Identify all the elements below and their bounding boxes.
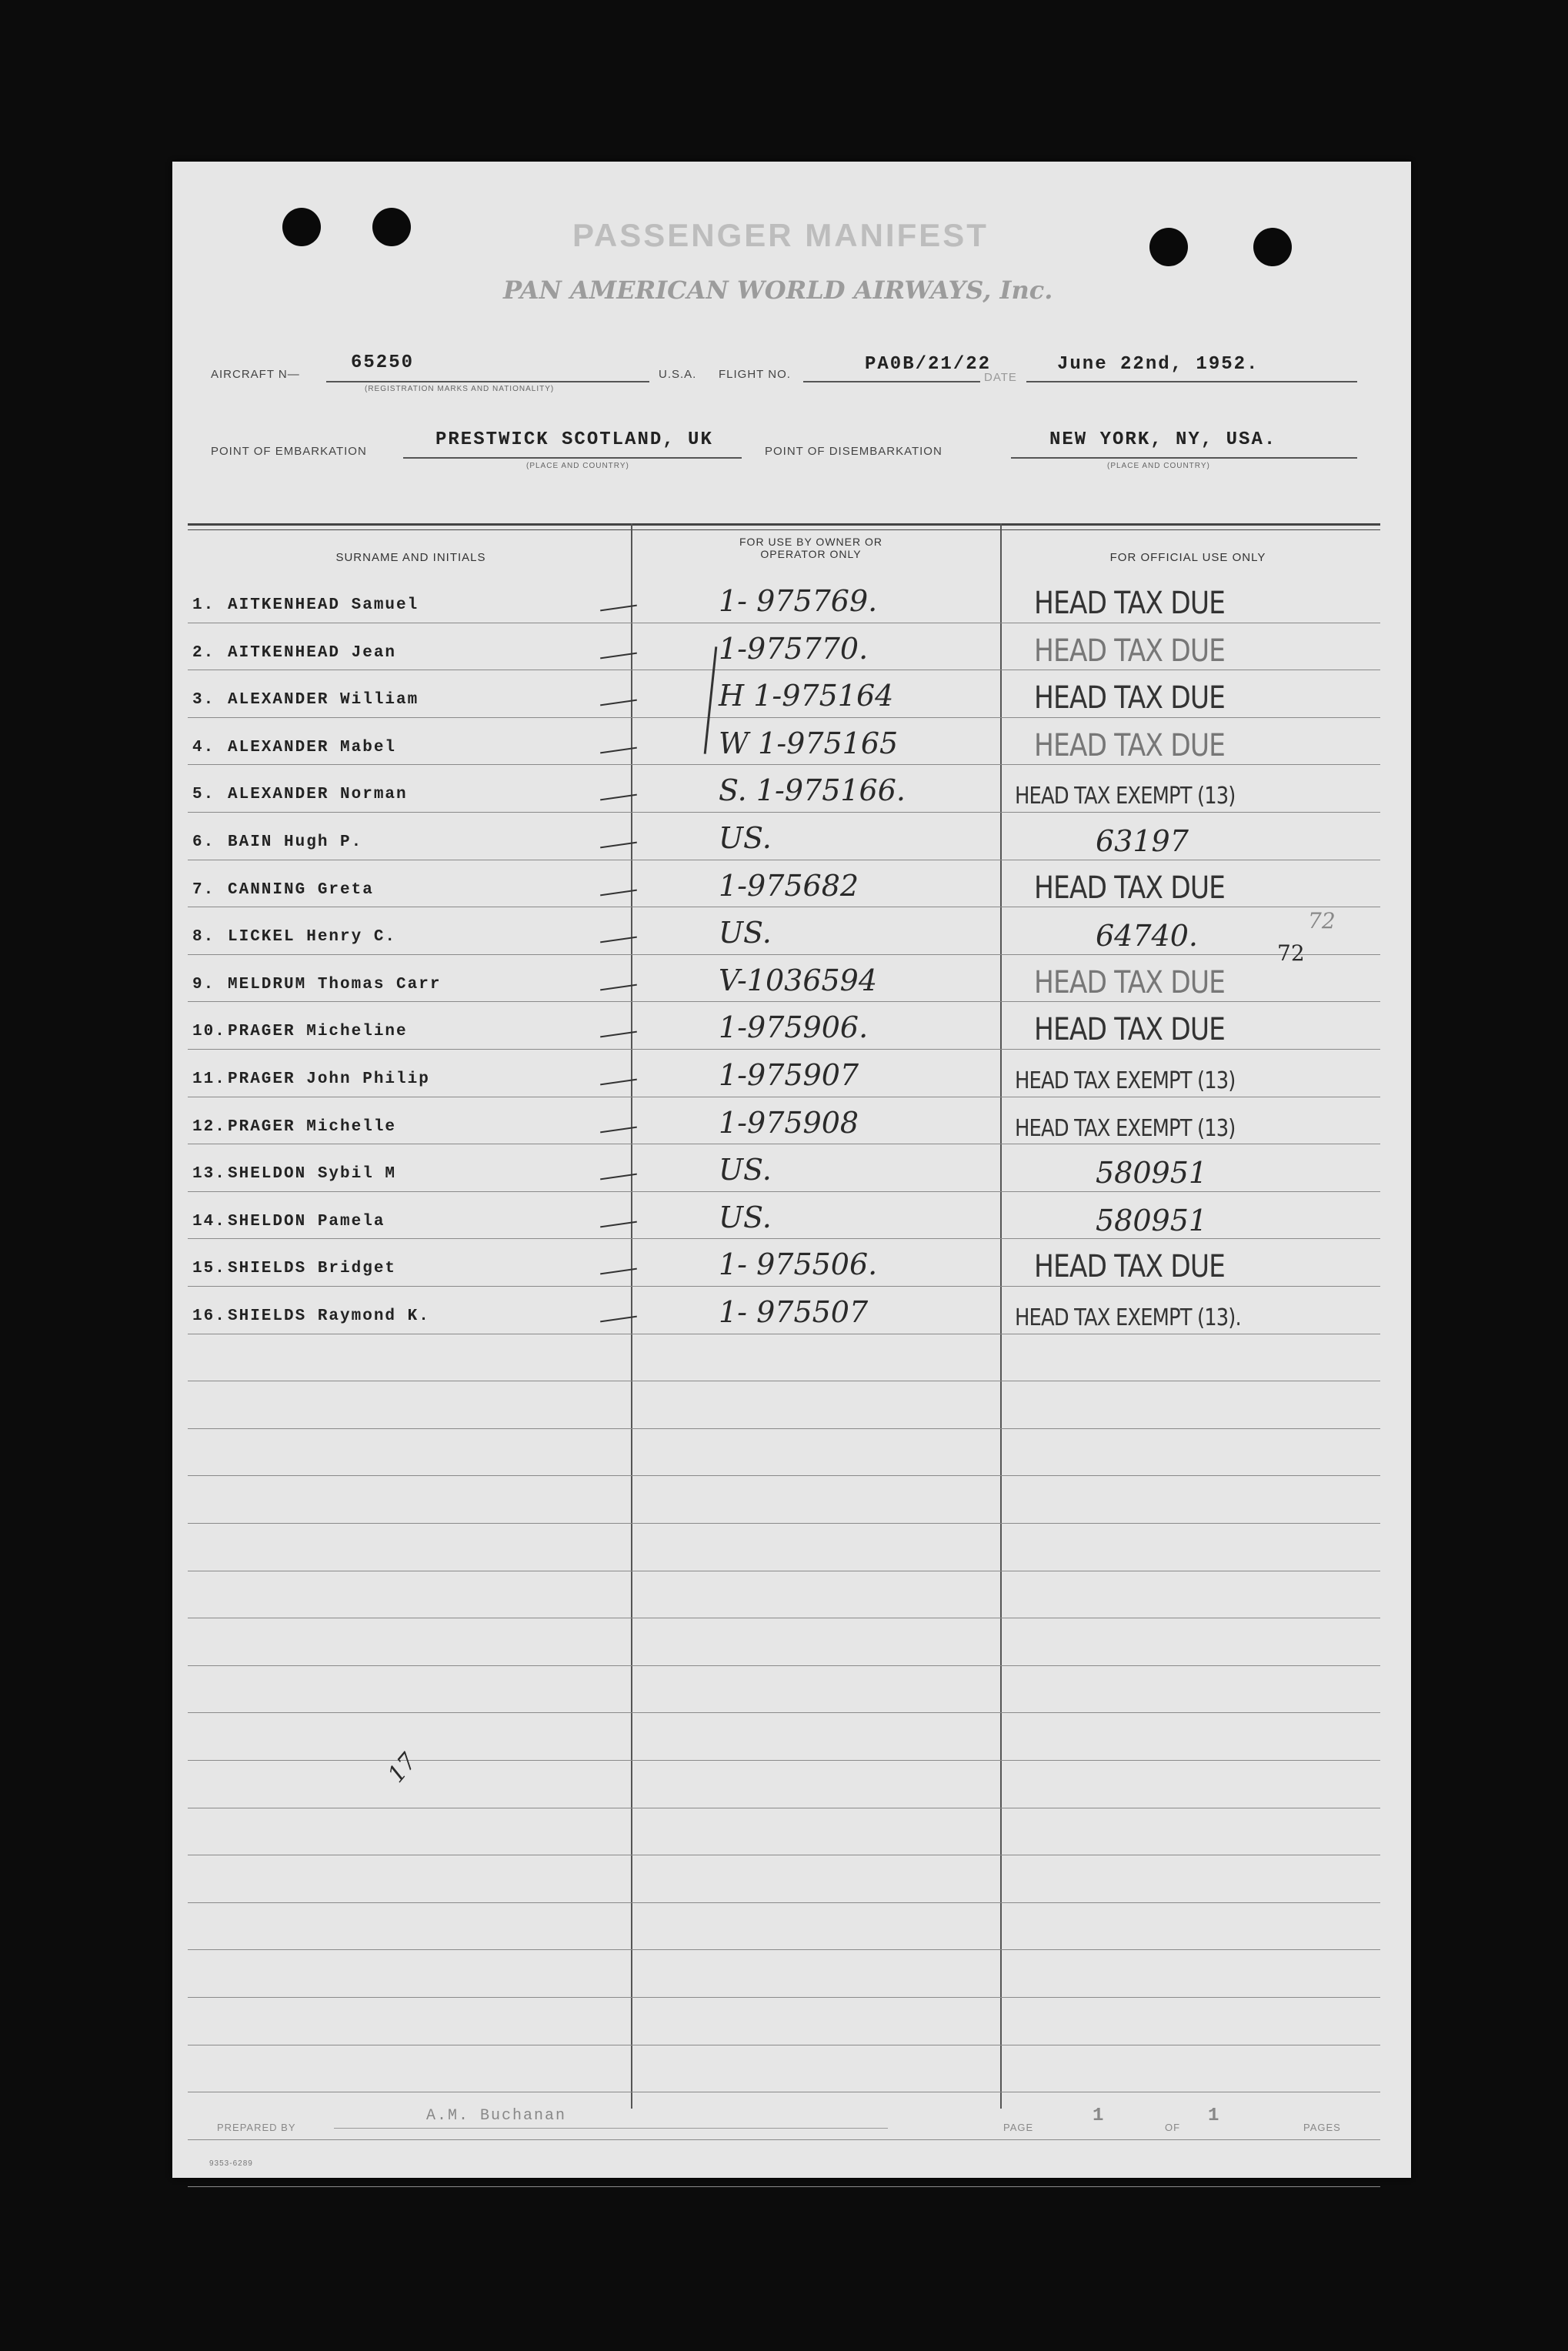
owner-entry: 1-975682 bbox=[719, 869, 859, 903]
disembark-label: POINT OF DISEMBARKATION bbox=[765, 445, 942, 458]
table-rule bbox=[188, 1665, 1380, 1666]
embark-value: PRESTWICK SCOTLAND, UK bbox=[435, 429, 713, 450]
bracket-mark bbox=[704, 646, 718, 754]
aircraft-value: 65250 bbox=[351, 352, 415, 373]
owner-entry: 1-975906. bbox=[719, 1010, 869, 1044]
row-number: 15. bbox=[192, 1260, 226, 1277]
owner-entry: W 1-975165 bbox=[719, 726, 899, 760]
embark-caption: (PLACE AND COUNTRY) bbox=[526, 462, 629, 470]
table-rule bbox=[188, 717, 1380, 718]
table-rule bbox=[188, 1523, 1380, 1524]
table-top-rule bbox=[188, 529, 1380, 530]
table-rule bbox=[188, 1428, 1380, 1429]
passenger-name: PRAGER Micheline bbox=[228, 1023, 408, 1040]
owner-entry: H 1-975164 bbox=[719, 679, 894, 713]
official-stamp: HEAD TAX EXEMPT (13). bbox=[1015, 1304, 1241, 1331]
passenger-name: BAIN Hugh P. bbox=[228, 833, 363, 851]
usa-label: U.S.A. bbox=[659, 368, 697, 381]
aircraft-caption: (REGISTRATION MARKS AND NATIONALITY) bbox=[365, 385, 555, 393]
tally-mark: 17 bbox=[382, 1748, 422, 1788]
table-rule bbox=[188, 1712, 1380, 1713]
owner-entry: 1-975908 bbox=[719, 1106, 859, 1140]
punch-hole bbox=[1253, 228, 1292, 266]
table-rule bbox=[188, 1001, 1380, 1002]
row-number: 12. bbox=[192, 1118, 226, 1136]
punch-hole bbox=[1149, 228, 1188, 266]
official-stamp: HEAD TAX DUE bbox=[1034, 633, 1226, 669]
table-rule bbox=[188, 764, 1380, 765]
table-rule bbox=[188, 1902, 1380, 1903]
official-stamp: HEAD TAX DUE bbox=[1034, 728, 1226, 763]
table-rule bbox=[188, 1997, 1380, 1998]
punch-hole bbox=[372, 208, 411, 246]
row-number: 7. bbox=[192, 881, 215, 899]
owner-entry: US. bbox=[719, 916, 772, 950]
page-label: PAGE bbox=[1003, 2122, 1034, 2133]
of-value: 1 bbox=[1208, 2106, 1221, 2126]
owner-entry: 1- 975507 bbox=[719, 1295, 869, 1329]
passenger-name: PRAGER Michelle bbox=[228, 1118, 397, 1136]
aircraft-label: AIRCRAFT N— bbox=[211, 368, 300, 381]
underline bbox=[326, 381, 649, 382]
prepared-value: A.M. Buchanan bbox=[426, 2107, 567, 2125]
passenger-name: ALEXANDER Mabel bbox=[228, 739, 397, 756]
embark-label: POINT OF EMBARKATION bbox=[211, 445, 367, 458]
passenger-name: SHELDON Sybil M bbox=[228, 1165, 397, 1183]
official-stamp: HEAD TAX DUE bbox=[1034, 1249, 1226, 1284]
underline bbox=[803, 381, 980, 382]
passenger-name: AITKENHEAD Samuel bbox=[228, 596, 419, 614]
manifest-sheet bbox=[172, 162, 1411, 2178]
owner-entry: S. 1-975166. bbox=[719, 773, 906, 807]
table-rule bbox=[188, 954, 1380, 955]
official-entry: 580951 bbox=[1096, 1204, 1208, 1237]
pages-label: PAGES bbox=[1303, 2122, 1341, 2133]
passenger-name: SHELDON Pamela bbox=[228, 1213, 385, 1231]
table-rule bbox=[188, 812, 1380, 813]
official-stamp: HEAD TAX DUE bbox=[1034, 586, 1226, 621]
row-number: 16. bbox=[192, 1307, 226, 1325]
row-number: 2. bbox=[192, 644, 215, 662]
row-number: 13. bbox=[192, 1165, 226, 1183]
official-entry: 64740. bbox=[1096, 919, 1198, 953]
owner-entry: 1- 975769. bbox=[719, 584, 878, 618]
owner-entry: V-1036594 bbox=[719, 963, 878, 997]
official-entry: 63197 bbox=[1096, 824, 1189, 858]
passenger-name: LICKEL Henry C. bbox=[228, 928, 397, 946]
row-number: 1. bbox=[192, 596, 215, 614]
table-rule bbox=[188, 1238, 1380, 1239]
row-number: 11. bbox=[192, 1070, 226, 1088]
row-number: 9. bbox=[192, 976, 215, 993]
owner-entry: US. bbox=[719, 821, 772, 855]
official-stamp: HEAD TAX DUE bbox=[1034, 870, 1226, 906]
official-stamp: HEAD TAX DUE bbox=[1034, 680, 1226, 716]
underline bbox=[403, 457, 742, 459]
row-number: 3. bbox=[192, 691, 215, 709]
table-rule bbox=[188, 1760, 1380, 1761]
passenger-name: ALEXANDER William bbox=[228, 691, 419, 709]
column-divider bbox=[1000, 523, 1002, 2109]
disembark-value: NEW YORK, NY, USA. bbox=[1049, 429, 1277, 450]
row-number: 6. bbox=[192, 833, 215, 851]
official-entry: 580951 bbox=[1096, 1156, 1208, 1190]
of-label: OF bbox=[1165, 2122, 1181, 2133]
table-rule bbox=[188, 2186, 1380, 2187]
official-stamp: HEAD TAX DUE bbox=[1034, 1012, 1226, 1047]
owner-entry: US. bbox=[719, 1201, 772, 1234]
passenger-name: CANNING Greta bbox=[228, 881, 374, 899]
punch-hole bbox=[282, 208, 321, 246]
date-value: June 22nd, 1952. bbox=[1057, 354, 1259, 375]
flight-value: PA0B/21/22 bbox=[865, 354, 992, 375]
airline-name: PAN AMERICAN WORLD AIRWAYS, Inc. bbox=[503, 276, 1053, 305]
form-number: 9353-6289 bbox=[209, 2159, 253, 2168]
underline bbox=[334, 2128, 888, 2129]
underline bbox=[1026, 381, 1357, 382]
owner-entry: 1-975907 bbox=[719, 1058, 859, 1092]
form-title: PASSENGER MANIFEST bbox=[572, 217, 989, 253]
table-rule bbox=[188, 1286, 1380, 1287]
margin-note: 72 bbox=[1277, 940, 1305, 966]
row-number: 8. bbox=[192, 928, 215, 946]
passenger-name: ALEXANDER Norman bbox=[228, 786, 408, 803]
official-stamp: HEAD TAX EXEMPT (13) bbox=[1015, 1115, 1236, 1142]
passenger-name: AITKENHEAD Jean bbox=[228, 644, 397, 662]
table-top-rule bbox=[188, 523, 1380, 526]
passenger-name: SHIELDS Bridget bbox=[228, 1260, 397, 1277]
column-header-name: SURNAME AND INITIALS bbox=[335, 551, 486, 564]
official-stamp: HEAD TAX EXEMPT (13) bbox=[1015, 783, 1236, 810]
owner-entry: 1-975770. bbox=[719, 632, 869, 666]
column-header-official: FOR OFFICIAL USE ONLY bbox=[1109, 551, 1266, 564]
table-rule bbox=[188, 1949, 1380, 1950]
passenger-name: PRAGER John Philip bbox=[228, 1070, 430, 1088]
table-rule bbox=[188, 2139, 1380, 2140]
disembark-caption: (PLACE AND COUNTRY) bbox=[1107, 462, 1210, 470]
column-header-owner: FOR USE BY OWNER OR OPERATOR ONLY bbox=[739, 536, 882, 560]
row-number: 5. bbox=[192, 786, 215, 803]
row-number: 14. bbox=[192, 1213, 226, 1231]
passenger-name: MELDRUM Thomas Carr bbox=[228, 976, 442, 993]
owner-entry: US. bbox=[719, 1153, 772, 1187]
prepared-label: PREPARED BY bbox=[217, 2122, 296, 2133]
row-number: 10. bbox=[192, 1023, 226, 1040]
flight-label: FLIGHT NO. bbox=[719, 368, 791, 381]
table-rule bbox=[188, 1475, 1380, 1476]
table-rule bbox=[188, 1191, 1380, 1192]
underline bbox=[1011, 457, 1357, 459]
official-stamp: HEAD TAX EXEMPT (13) bbox=[1015, 1067, 1236, 1094]
official-stamp: HEAD TAX DUE bbox=[1034, 965, 1226, 1000]
margin-note: 72 bbox=[1308, 908, 1336, 933]
passenger-name: SHIELDS Raymond K. bbox=[228, 1307, 430, 1325]
row-number: 4. bbox=[192, 739, 215, 756]
table-rule bbox=[188, 1049, 1380, 1050]
page-value: 1 bbox=[1093, 2106, 1106, 2126]
owner-entry: 1- 975506. bbox=[719, 1247, 878, 1281]
date-label: DATE bbox=[984, 371, 1017, 384]
